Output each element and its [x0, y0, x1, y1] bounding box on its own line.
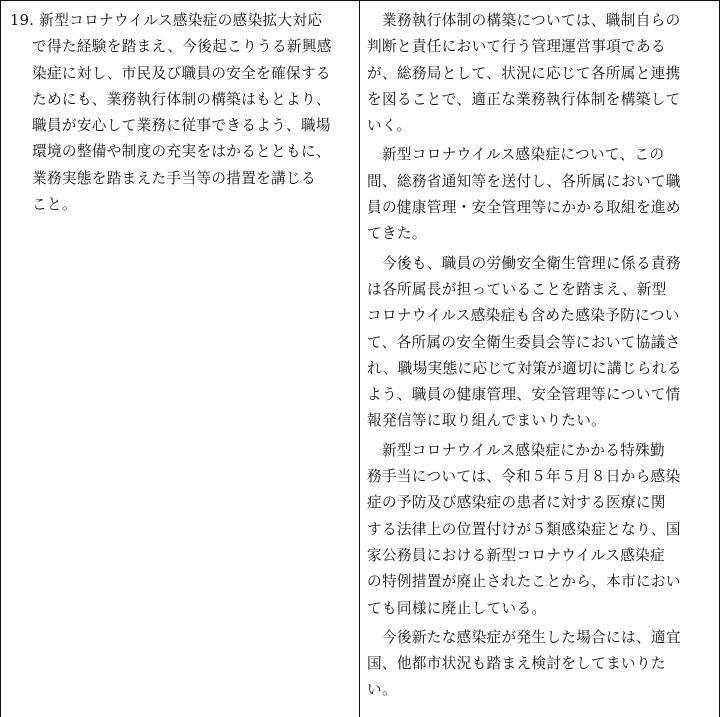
response-line: 今後も、職員の労働安全衛生管理に係る責務	[367, 254, 681, 272]
request-line: 環境の整備や制度の充実をはかるとともに、	[32, 143, 331, 161]
request-line: で得た経験を踏まえ、今後起こりうる新興感	[32, 38, 332, 56]
table-border-top	[0, 0, 720, 1]
response-line: 務手当については、令和５年５月８日から感染	[367, 468, 681, 486]
response-line: の特例措置が廃止されたことから、本市におい	[367, 573, 681, 591]
response-line: よう、職員の健康管理、安全管理等について情	[367, 386, 681, 404]
response-line: 国、他都市状況も踏まえ検討をしてまいりた	[367, 655, 666, 673]
response-cell	[367, 8, 711, 704]
response-paragraph-4	[367, 438, 711, 622]
response-line: 新型コロナウイルス感染症にかかる特殊勤	[367, 441, 666, 459]
response-line: てきた。	[367, 225, 427, 243]
response-paragraph-3	[367, 251, 711, 435]
table-border-left	[0, 0, 1, 717]
response-line: 新型コロナウイルス感染症について、この	[367, 146, 665, 164]
response-line: 今後新たな感染症が発生した場合には、適宜	[367, 628, 681, 646]
response-line: は各所属長が担っていることを踏まえ、新型	[367, 280, 667, 298]
request-line: 染症に対し、市民及び職員の安全を確保する	[32, 64, 331, 82]
response-line: て、各所属の安全衛生委員会等において協議さ	[367, 333, 681, 351]
response-paragraph-5	[367, 625, 711, 704]
request-line: 業務実態を踏まえた手当等の措置を講じる	[32, 169, 316, 187]
response-line: を図ることで、適正な業務執行体制を構築して	[367, 90, 681, 108]
request-line: こと。	[32, 196, 77, 214]
response-line: ても同様に廃止している。	[367, 599, 547, 617]
response-line: 間、総務省通知等を送付し、各所属において職	[367, 172, 681, 190]
response-line: 報発信等に取り組んでまいりたい。	[367, 412, 607, 430]
request-line: ためにも、業務執行体制の構築はもとより、	[32, 90, 331, 108]
response-line: 家公務員における新型コロナウイルス感染症	[367, 546, 666, 564]
response-line: する法律上の位置付けが５類感染症となり、国	[367, 520, 681, 538]
response-paragraph-2	[367, 142, 711, 247]
response-line: い。	[367, 681, 397, 699]
response-line: いく。	[367, 117, 412, 135]
response-line: れ、職場実態に応じて対策が適切に講じられる	[367, 359, 682, 377]
column-divider	[359, 0, 360, 717]
response-paragraph-1	[367, 8, 711, 139]
response-line: コロナウイルス感染症も含めた感染予防につい	[367, 307, 680, 325]
response-line: 症の予防及び感染症の患者に対する医療に関	[367, 494, 666, 512]
request-line: 職員が安心して業務に従事できるよう、職場	[32, 117, 331, 135]
request-cell	[10, 8, 355, 218]
request-line: 19. 新型コロナウイルス感染症の感染拡大対応	[10, 12, 323, 29]
response-line: 員の健康管理・安全管理等にかかる取組を進め	[367, 199, 681, 217]
response-line: 業務執行体制の構築については、職制自らの	[367, 12, 681, 29]
response-line: が、総務局として、状況に応じて各所属と連携	[367, 64, 681, 82]
response-line: 判断と責任において行う管理運営事項である	[367, 38, 666, 56]
